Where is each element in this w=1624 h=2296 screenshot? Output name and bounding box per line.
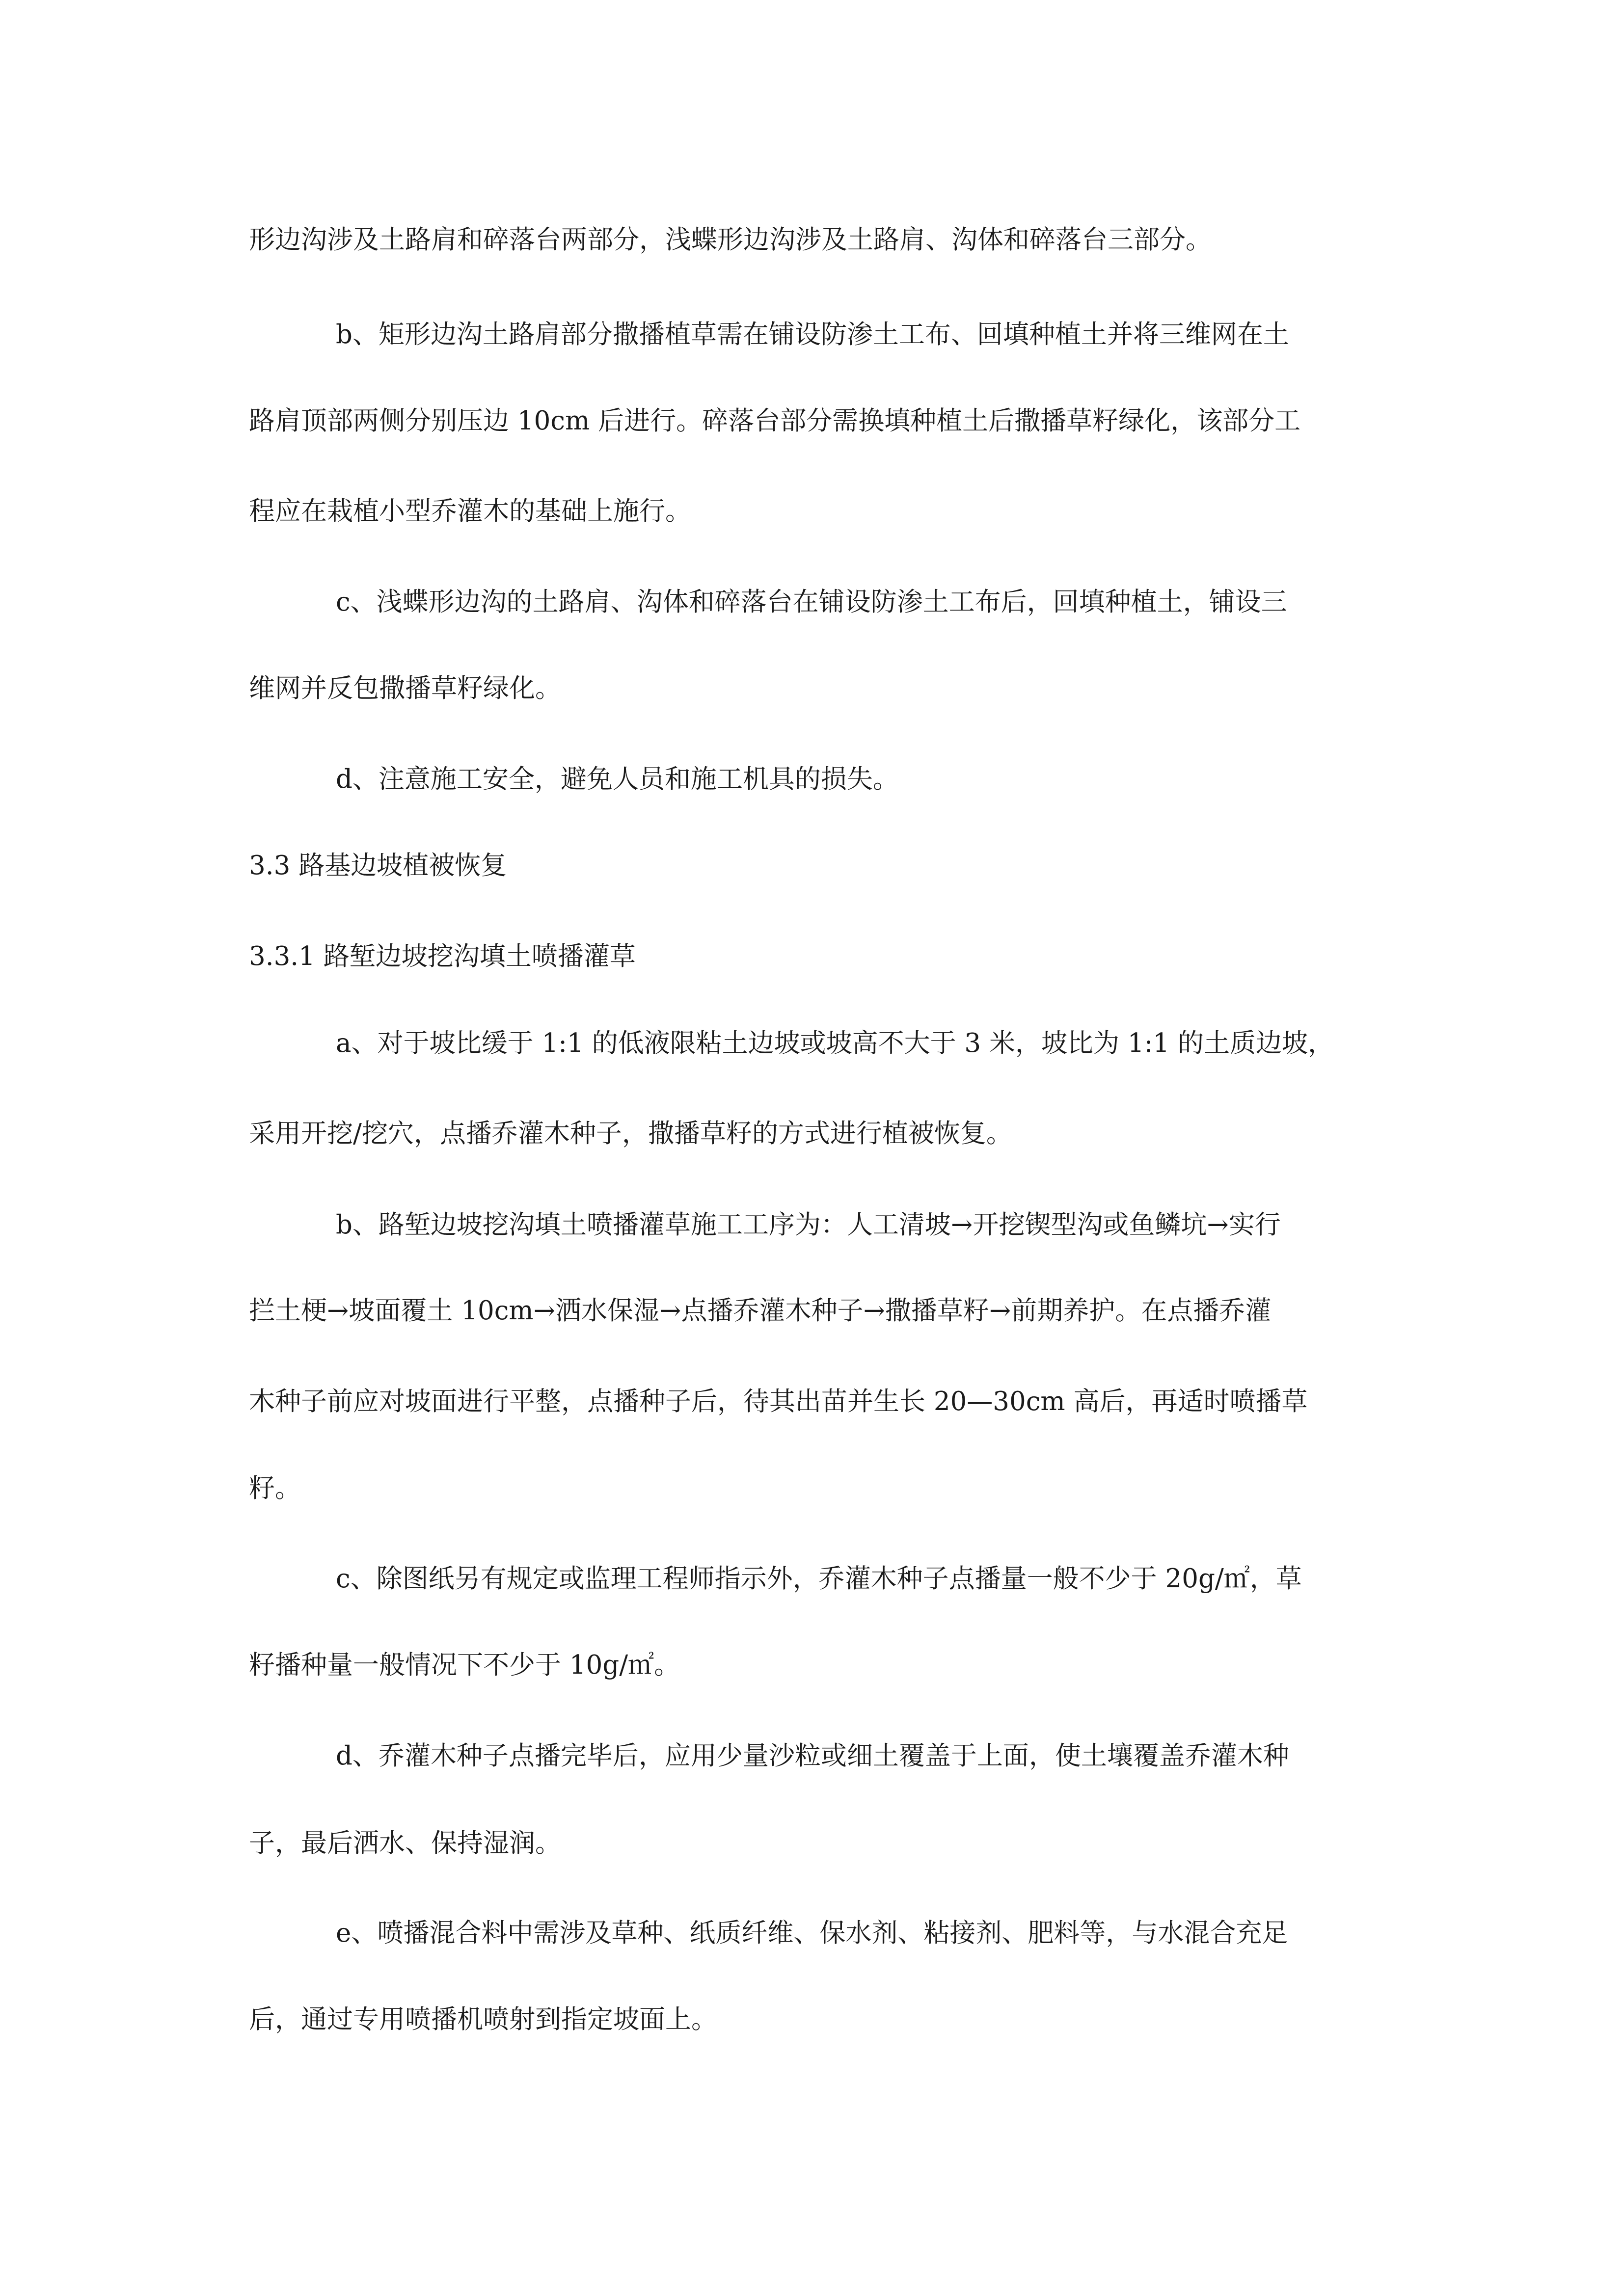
paragraph-line: 拦土梗→坡面覆土 10cm→洒水保湿→点播乔灌木种子→撒播草籽→前期养护。在点播乔灌 [249, 1296, 1272, 1326]
paragraph-line: 程应在栽植小型乔灌木的基础上施行。 [249, 496, 691, 526]
paragraph-line: d、注意施工安全，避免人员和施工机具的损失。 [336, 764, 899, 794]
paragraph-line: 维网并反包撒播草籽绿化。 [249, 673, 561, 703]
subsection-heading: 3.3.1 路堑边坡挖沟填土喷播灌草 [249, 941, 636, 971]
paragraph-line: 采用开挖/挖穴，点播乔灌木种子，撒播草籽的方式进行植被恢复。 [249, 1119, 1012, 1148]
section-heading: 3.3 路基边坡植被恢复 [249, 851, 507, 881]
paragraph-line: 形边沟涉及土路肩和碎落台两部分，浅蝶形边沟涉及土路肩、沟体和碎落台三部分。 [249, 225, 1212, 255]
paragraph-line: 籽播种量一般情况下不少于 10g/㎡。 [249, 1650, 680, 1680]
paragraph-line: 后，通过专用喷播机喷射到指定坡面上。 [249, 2004, 717, 2034]
paragraph-line: c、浅蝶形边沟的土路肩、沟体和碎落台在铺设防渗土工布后，回填种植土，铺设三 [336, 587, 1287, 617]
paragraph-line: 籽。 [249, 1473, 301, 1503]
paragraph-line: e、喷播混合料中需涉及草种、纸质纤维、保水剂、粘接剂、肥料等，与水混合充足 [336, 1918, 1288, 1948]
paragraph-line: c、除图纸另有规定或监理工程师指示外，乔灌木种子点播量一般不少于 20g/㎡，草 [336, 1564, 1302, 1594]
paragraph-line: 木种子前应对坡面进行平整，点播种子后，待其出苗并生长 20—30cm 高后，再适时喷播草 [249, 1387, 1308, 1416]
paragraph-line: 子，最后洒水、保持湿润。 [249, 1828, 561, 1858]
paragraph-line: a、对于坡比缓于 1:1 的低液限粘土边坡或坡高不大于 3 米，坡比为 1:1 的土质边坡， [336, 1028, 1334, 1058]
paragraph-line: d、乔灌木种子点播完毕后，应用少量沙粒或细土覆盖于上面，使土壤覆盖乔灌木种 [336, 1741, 1289, 1771]
paragraph-line: 路肩顶部两侧分别压边 10cm 后进行。碎落台部分需换填种植土后撒播草籽绿化，该部分工 [249, 406, 1301, 436]
paragraph-line: b、矩形边沟土路肩部分撒播植草需在铺设防渗土工布、回填种植土并将三维网在土 [336, 320, 1289, 349]
paragraph-line: b、路堑边坡挖沟填土喷播灌草施工工序为：人工清坡→开挖锲型沟或鱼鳞坑→实行 [336, 1210, 1281, 1240]
